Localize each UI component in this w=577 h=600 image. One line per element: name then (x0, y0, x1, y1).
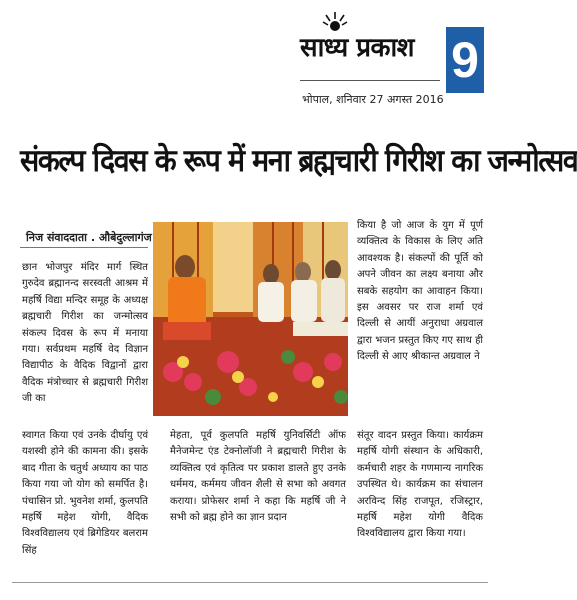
byline-rule (20, 247, 148, 248)
newspaper-name: साध्य प्रकाश (300, 33, 414, 63)
article-paragraph: संतूर वादन प्रस्तुत किया। कार्यक्रम महर्षि योगी संस्थान के अधिकारी, कर्मचारी शहर के गणमान्य नागरिक उपस्थित थे। कार्यक्रम का संचालन अरविन्द सिंह राजपूत, रजिस्ट्रार, महर्षि महेश योगी वैदिक विश्वविद्यालय द्वारा किया गया। (357, 430, 483, 540)
article-paragraph: स्वागत किया एवं उनके दीर्घायु एवं यशस्वी होने की कामना की। इसके बाद गीता के चतुर्थ अध्याय का पाठ किया गया जो योग को समर्पित है। पंचासिन प्रो. भुवनेश शर्मा, कुलपति महर्षि महेश योगी, वैदिक विश्वविद्यालय एवं ब्रिगेडियर बलराम सिंह (22, 430, 148, 556)
article-headline: संकल्प दिवस के रूप में मना ब्रह्मचारी गिरीश का जन्मोत्सव (20, 143, 577, 179)
article-paragraph: किया है जो आज के युग में पूर्ण व्यक्तित्व के विकास के लिए अति आवश्यक है। संकल्पों की पूर्ति को अपने जीवन का लक्ष्य बनाया और सबके सहयोग का आवाहन किया। इस अवसर पर राज शर्मा एवं दिल्ली से आयीं अनुराधा अग्रवाल द्वारा भजन प्रस्तुत किए गए साथ ही दिल्ली से आए श्रीकान्त अग्रवाल ने (357, 220, 483, 363)
page-number-badge: 9 (446, 27, 484, 93)
event-photo (153, 222, 348, 416)
masthead (0, 0, 500, 118)
article-column-bottom-3 (357, 428, 483, 568)
byline: निज संवाददाता . औबेदुल्लागंज (26, 231, 152, 244)
article-column-bottom-2 (170, 428, 346, 568)
article-column-left (22, 260, 148, 408)
date-line: भोपाल, शनिवार 27 अगस्त 2016 (302, 93, 444, 106)
article-paragraph: छान भोजपुर मंदिर मार्ग स्थित गुरुदेव ब्रह्मानन्द सरस्वती आश्रम में महर्षि विद्या मन्दिर समूह के अध्यक्ष ब्रह्मचारी गिरीश का जन्मोत्सव संकल्प दिवस के रूप में मनाया गया। सर्वप्रथम महर्षि वेद विज्ञान विद्यापीठ के वैदिक विद्वानों द्वारा वैदिक मंत्रोच्चार से ब्रह्मचारी गिरीश जी का (22, 262, 148, 405)
article-column-bottom-1 (22, 428, 148, 568)
article-paragraph: मेहता, पूर्व कुलपति महर्षि युनिवर्सिटी ऑफ मैनेजमेन्ट एंड टेक्नोलॉजी ने ब्रह्मचारी गिरीश के व्यक्तित्व एवं कृतित्व पर प्रकाश डालते हुए उनके धर्ममय, कर्ममय जीवन शैली से सभा को अवगत कराया। प्रोफेसर शर्मा ने कहा कि महर्षि जी ने सभी को ब्रह्म होने का ज्ञान प्रदान (170, 430, 346, 524)
masthead-rule (300, 80, 440, 81)
article-column-right (357, 218, 483, 366)
page-bottom-rule (12, 582, 488, 583)
